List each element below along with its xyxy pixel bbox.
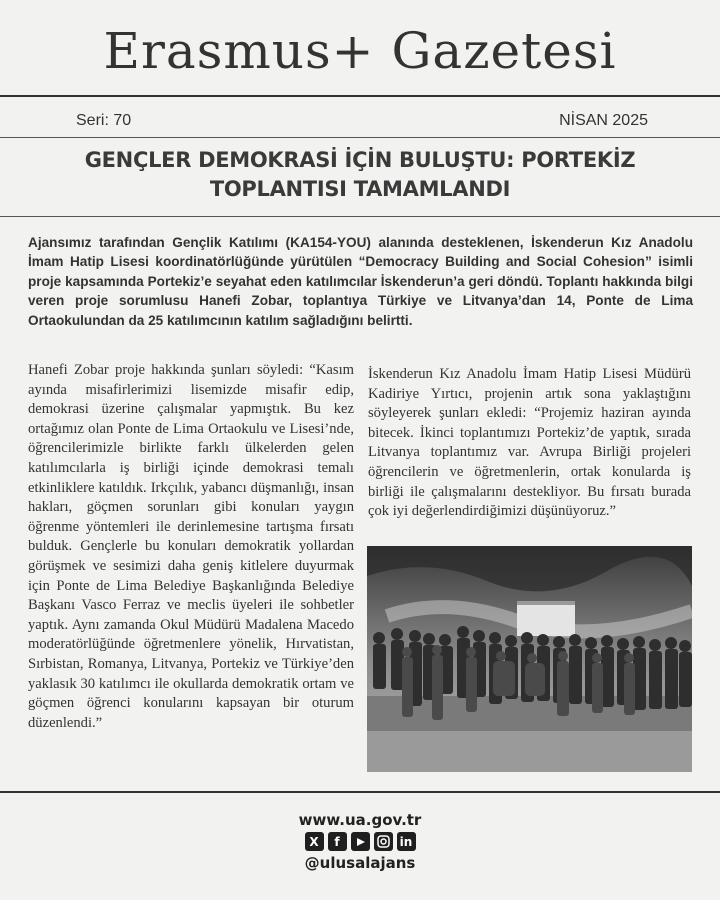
social-icons [0,832,720,851]
issue-rule [0,137,720,138]
social-handle[interactable]: @ulusalajans [304,854,416,872]
group-photo [367,546,692,772]
masthead-title: Erasmus+ Gazetesi [103,22,617,80]
instagram-icon[interactable] [374,832,393,851]
series-number: Seri: 70 [76,112,132,129]
right-column-text: İskenderun Kız Anadolu İmam Hatip Lisesi Müdürü Kadiriye Yırtıcı, projenin artık sona yaklaştığını söyleyerek şunları ekledi: “Projemiz haziran ayında bitecek. İkinci toplantımızı Portekiz’de yaptık, sırada Litvanya toplantımız var. Avrupa Birliği projeleri öğrencilerin ve öğretmenlerin, ortak konularda iş birliği ile çalışmalarını destekliyor. Bu fırsatı burada çok iyi değerlendirdiğimizi düşünüyoruz.” [368,366,691,520]
masthead-rule-top [0,95,720,97]
left-column-text: Hanefi Zobar proje hakkında şunları söyledi: “Kasım ayında misafirlerimizi lisemizde misafir edip, demokrasi üzerine çalışmalar yapmıştık. Bu kez ortağımız olan Ponte de Lima Ortaokulu ve Lisesi’nde, öğrencilerimizle birlikte farklı ülkelerden gelen katılımcılarla iş birliği içinde demokrasi temalı etkinliklere katıldık. Irkçılık, yabancı düşmanlığı, insan hakları, göçmen sorunları gibi konuları yaygın öğrenme yöntemleri ile derinlemesine tartışma fırsatı bulduk. Gençlerle bu konuları demokratik yollardan görüşmek ve sesimizi daha geniş kitlelere duyurmak için Ponte de Lima Belediye Başkanlığında Belediye Başkanı Vasco Ferraz ve meclis üyeleri ile sohbetler yaptık. Aynı zamanda Okul Müdürü Madalena Macedo moderatörlüğünde öğretmenlere yönelik, Hırvatistan, Sırbistan, Romanya, Litvanya, Portekiz ve Türkiye’den yaklasık 30 katılımcı ile okullarda demokratik ortam ve göçmen öğrenci konularını kapsayan bir oturum düzenlendi.” [28,362,354,731]
headline: GENÇLER DEMOKRASİ İÇİN BULUŞTU: PORTEKİZ TOPLANTISI TAMAMLANDI [84,148,636,201]
footer [0,810,720,873]
issue-info [76,112,648,130]
linkedin-icon[interactable]: in [397,832,416,851]
youtube-icon[interactable] [351,832,370,851]
website-url[interactable]: www.ua.gov.tr [298,811,422,829]
facebook-icon[interactable]: f [328,832,347,851]
issue-date: NİSAN 2025 [559,112,648,129]
x-icon[interactable]: X [305,832,324,851]
lead-paragraph: Ajansımız tarafından Gençlik Katılımı (KA154-YOU) alanında desteklenen, İskenderun Kız Anadolu İmam Hatip Lisesi koordinatörlüğünde yürütülen “Democracy Building and Social Cohesion” isimli proje kapsamında Portekiz’e seyahat eden katılımcılar İskenderun’a geri döndü. Toplantı hakkında bilgi veren proje sorumlusu Hanefi Zobar, toplantıya Türkiye ve Litvanya’dan 14, Ponte de Lima Ortaokulundan da 25 katılımcının katılım sağladığını belirtti. [28,235,693,328]
footer-rule [0,791,720,793]
headline-rule [0,216,720,217]
